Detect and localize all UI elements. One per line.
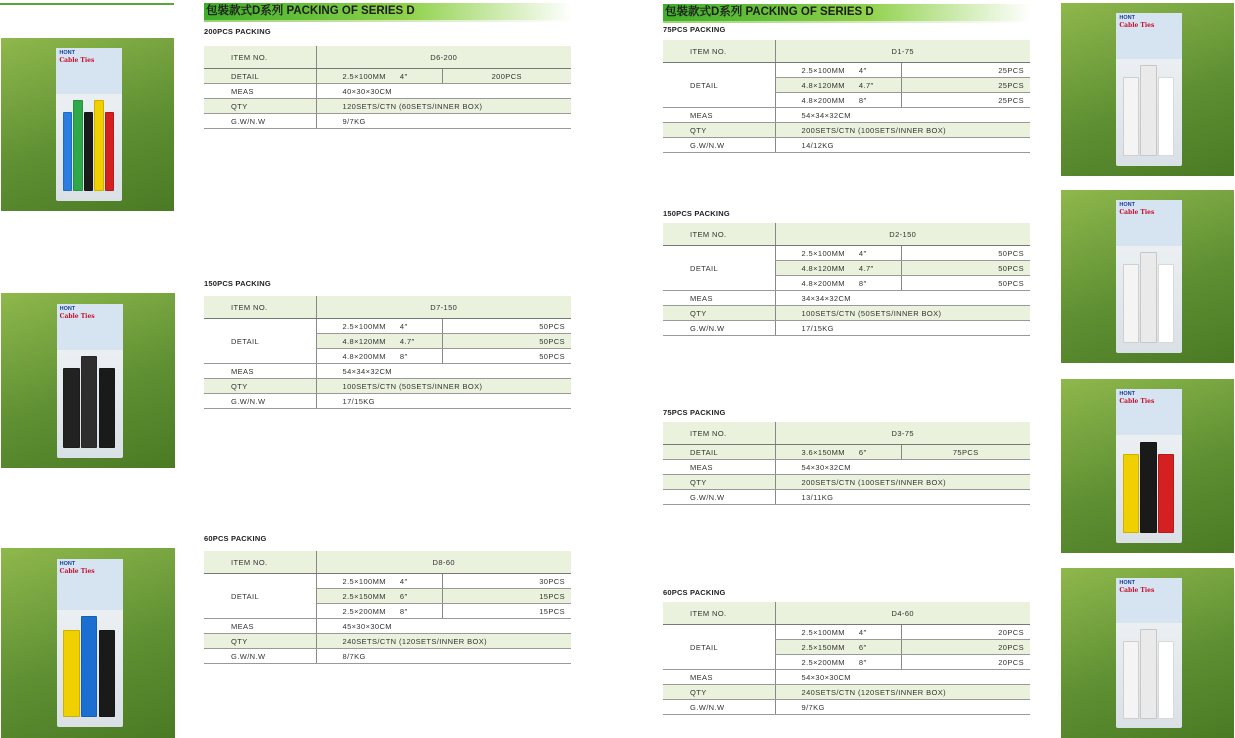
cable-tie-bundle [63,112,72,191]
gw-label: G.W/N.W [204,394,316,409]
cable-tie-bundle [73,100,82,191]
tie-size: 4.8×200MM [801,278,845,288]
tie-inch: 8″ [399,351,408,361]
gw-label: G.W/N.W [663,490,775,505]
detail-pcs-cell: 50PCS [442,334,571,349]
tie-inch: 4″ [399,71,408,81]
cable-tie-bundle [1158,454,1174,534]
detail-label: DETAIL [663,63,775,108]
packing-table [204,46,571,129]
product-photo-left-1 [1,38,174,211]
detail-label: DETAIL [204,574,316,619]
item-no-value: D8-60 [316,551,571,574]
cable-tie-bundle [81,616,97,716]
tie-size: 2.5×100MM [342,576,386,586]
detail-size-cell [316,319,442,334]
qty-label: QTY [663,306,775,321]
packing-title: 200PCS PACKING [204,27,271,36]
product-photo-right-4 [1061,568,1234,738]
gw-label: G.W/N.W [204,649,316,664]
tie-inch: 8″ [858,657,867,667]
packing-title: 150PCS PACKING [204,279,271,288]
qty-label: QTY [663,685,775,700]
brand-logo: HONT [1119,202,1135,209]
cable-tie-bundle [1123,264,1139,343]
meas-value: 45×30×30CM [316,619,571,634]
packing-table [204,551,571,664]
detail-size-cell [775,78,901,93]
packing-title: 60PCS PACKING [663,588,726,597]
tie-inch: 4″ [399,576,408,586]
detail-pcs-cell: 75PCS [901,445,1030,460]
tie-inch: 4.7″ [858,80,874,90]
tie-size: 4.8×120MM [342,336,386,346]
product-photo-right-2 [1061,190,1234,363]
detail-size-cell [316,334,442,349]
gw-value: 13/11KG [775,490,1030,505]
detail-size-cell [775,63,901,78]
cable-tie-bundle [99,368,115,448]
tie-inch: 4.7″ [399,336,415,346]
qty-value: 100SETS/CTN (50SETS/INNER BOX) [775,306,1030,321]
packing-title: 75PCS PACKING [663,408,726,417]
tie-inch: 6″ [858,642,867,652]
detail-label: DETAIL [204,69,316,84]
product-photo-left-3 [1,548,175,738]
qty-label: QTY [663,475,775,490]
gw-value: 14/12KG [775,138,1030,153]
cable-tie-bundle [1140,629,1156,719]
brand-logo: HONT [1119,580,1135,587]
gw-label: G.W/N.W [663,700,775,715]
cable-tie-package [57,559,123,726]
qty-label: QTY [204,379,316,394]
detail-pcs-cell: 50PCS [442,349,571,364]
product-photo-left-2 [1,293,175,468]
brand-name: Cable Ties [59,312,95,320]
item-no-label: ITEM NO. [204,296,316,319]
cable-tie-bundle [99,630,115,717]
packing-table [663,602,1030,715]
brand-logo: HONT [59,305,76,312]
detail-pcs-cell: 200PCS [442,69,571,84]
meas-value: 54×30×32CM [775,460,1030,475]
meas-label: MEAS [663,108,775,123]
detail-size-cell [775,445,901,460]
tie-size: 2.5×150MM [342,591,386,601]
cable-tie-bundle [1140,65,1156,156]
gw-value: 9/7KG [316,114,571,129]
gw-label: G.W/N.W [663,138,775,153]
cable-tie-bundle [1140,252,1156,343]
item-no-label: ITEM NO. [663,602,775,625]
gw-label: G.W/N.W [204,114,316,129]
tie-size: 2.5×100MM [342,321,386,331]
meas-value: 54×34×32CM [316,364,571,379]
brand-name: Cable Ties [1119,22,1155,30]
qty-value: 120SETS/CTN (60SETS/INNER BOX) [316,99,571,114]
qty-value: 200SETS/CTN (100SETS/INNER BOX) [775,123,1030,138]
item-no-value: D7-150 [316,296,571,319]
brand-logo: HONT [1119,391,1135,398]
tie-inch: 6″ [858,447,867,457]
detail-pcs-cell: 15PCS [442,589,571,604]
qty-value: 100SETS/CTN (50SETS/INNER BOX) [316,379,571,394]
gw-value: 9/7KG [775,700,1030,715]
brand-name: Cable Ties [59,57,95,65]
tie-inch: 8″ [399,606,408,616]
detail-pcs-cell: 50PCS [901,246,1030,261]
item-no-label: ITEM NO. [204,551,316,574]
cable-tie-bundle [94,100,103,191]
meas-label: MEAS [204,84,316,99]
tie-inch: 4″ [858,248,867,258]
cable-tie-package [1116,13,1182,165]
brand-logo: HONT [59,50,75,57]
tie-inch: 8″ [858,95,867,105]
detail-pcs-cell: 25PCS [901,78,1030,93]
detail-size-cell [775,625,901,640]
detail-pcs-cell: 15PCS [442,604,571,619]
detail-size-cell [316,589,442,604]
meas-value: 54×34×32CM [775,108,1030,123]
tie-size: 2.5×100MM [801,65,845,75]
tie-size: 2.5×100MM [801,248,845,258]
gw-value: 17/15KG [316,394,571,409]
tie-size: 4.8×120MM [801,80,845,90]
brand-name: Cable Ties [1119,398,1155,406]
tie-size: 4.8×200MM [342,351,386,361]
brand-name: Cable Ties [1119,587,1155,595]
gw-value: 17/15KG [775,321,1030,336]
detail-size-cell [316,604,442,619]
detail-size-cell [775,261,901,276]
cable-tie-package [1116,389,1182,542]
detail-size-cell [775,640,901,655]
qty-label: QTY [204,634,316,649]
brand-logo: HONT [1119,15,1135,22]
detail-size-cell [775,93,901,108]
tie-inch: 4″ [858,65,867,75]
detail-label: DETAIL [663,246,775,291]
detail-pcs-cell: 20PCS [901,625,1030,640]
packing-table [663,223,1030,336]
top-accent-line [0,3,174,5]
cable-tie-bundle [63,630,79,717]
meas-value: 54×30×30CM [775,670,1030,685]
item-no-value: D1-75 [775,40,1030,63]
qty-label: QTY [663,123,775,138]
tie-size: 4.8×200MM [801,95,845,105]
tie-size: 2.5×200MM [801,657,845,667]
detail-size-cell [316,69,442,84]
product-photo-right-1 [1061,3,1234,176]
item-no-label: ITEM NO. [663,422,775,445]
meas-label: MEAS [663,460,775,475]
cable-tie-bundle [84,112,93,191]
meas-value: 40×30×30CM [316,84,571,99]
detail-pcs-cell: 20PCS [901,655,1030,670]
meas-label: MEAS [663,291,775,306]
detail-size-cell [316,574,442,589]
tie-inch: 8″ [858,278,867,288]
tie-size: 3.6×150MM [801,447,845,457]
packing-table [663,40,1030,153]
tie-size: 2.5×150MM [801,642,845,652]
packing-table [204,296,571,409]
right-series-header: 包裝款式D系列 PACKING OF SERIES D [663,4,1031,21]
packing-title: 60PCS PACKING [204,534,267,543]
item-no-value: D3-75 [775,422,1030,445]
cable-tie-bundle [1140,442,1156,534]
item-no-value: D2-150 [775,223,1030,246]
detail-label: DETAIL [663,445,775,460]
detail-pcs-cell: 25PCS [901,63,1030,78]
detail-label: DETAIL [663,625,775,670]
tie-size: 2.5×100MM [342,71,386,81]
qty-label: QTY [204,99,316,114]
cable-tie-bundle [81,356,97,448]
gw-value: 8/7KG [316,649,571,664]
cable-tie-bundle [63,368,79,448]
tie-inch: 6″ [399,591,408,601]
detail-pcs-cell: 50PCS [901,261,1030,276]
left-series-header: 包裝款式D系列 PACKING OF SERIES D [204,3,572,20]
cable-tie-bundle [1123,454,1139,534]
cable-tie-bundle [1123,77,1139,156]
cable-tie-package [57,304,123,458]
item-no-value: D4-60 [775,602,1030,625]
qty-value: 240SETS/CTN (120SETS/INNER BOX) [316,634,571,649]
item-no-value: D6-200 [316,46,571,69]
detail-size-cell [316,349,442,364]
tie-inch: 4″ [858,627,867,637]
meas-label: MEAS [663,670,775,685]
detail-label: DETAIL [204,319,316,364]
item-no-label: ITEM NO. [663,223,775,246]
brand-name: Cable Ties [1119,209,1155,217]
tie-size: 2.5×200MM [342,606,386,616]
gw-label: G.W/N.W [663,321,775,336]
item-no-label: ITEM NO. [663,40,775,63]
cable-tie-bundle [105,112,114,191]
qty-value: 200SETS/CTN (100SETS/INNER BOX) [775,475,1030,490]
qty-value: 240SETS/CTN (120SETS/INNER BOX) [775,685,1030,700]
detail-size-cell [775,246,901,261]
detail-pcs-cell: 25PCS [901,93,1030,108]
detail-pcs-cell: 50PCS [442,319,571,334]
product-photo-right-3 [1061,379,1234,553]
brand-name: Cable Ties [59,568,95,576]
brand-logo: HONT [59,561,76,568]
detail-pcs-cell: 50PCS [901,276,1030,291]
tie-size: 2.5×100MM [801,627,845,637]
tie-inch: 4.7″ [858,263,874,273]
cable-tie-package [1116,200,1182,352]
detail-pcs-cell: 20PCS [901,640,1030,655]
tie-inch: 4″ [399,321,408,331]
packing-table [663,422,1030,505]
cable-tie-bundle [1123,641,1139,719]
cable-tie-bundle [1158,77,1174,156]
meas-label: MEAS [204,364,316,379]
cable-tie-package [1116,578,1182,728]
cable-tie-package [56,48,122,200]
detail-size-cell [775,276,901,291]
tie-size: 4.8×120MM [801,263,845,273]
cable-tie-bundle [1158,264,1174,343]
packing-title: 75PCS PACKING [663,25,726,34]
packing-title: 150PCS PACKING [663,209,730,218]
detail-size-cell [775,655,901,670]
meas-value: 34×34×32CM [775,291,1030,306]
detail-pcs-cell: 30PCS [442,574,571,589]
item-no-label: ITEM NO. [204,46,316,69]
meas-label: MEAS [204,619,316,634]
cable-tie-bundle [1158,641,1174,719]
